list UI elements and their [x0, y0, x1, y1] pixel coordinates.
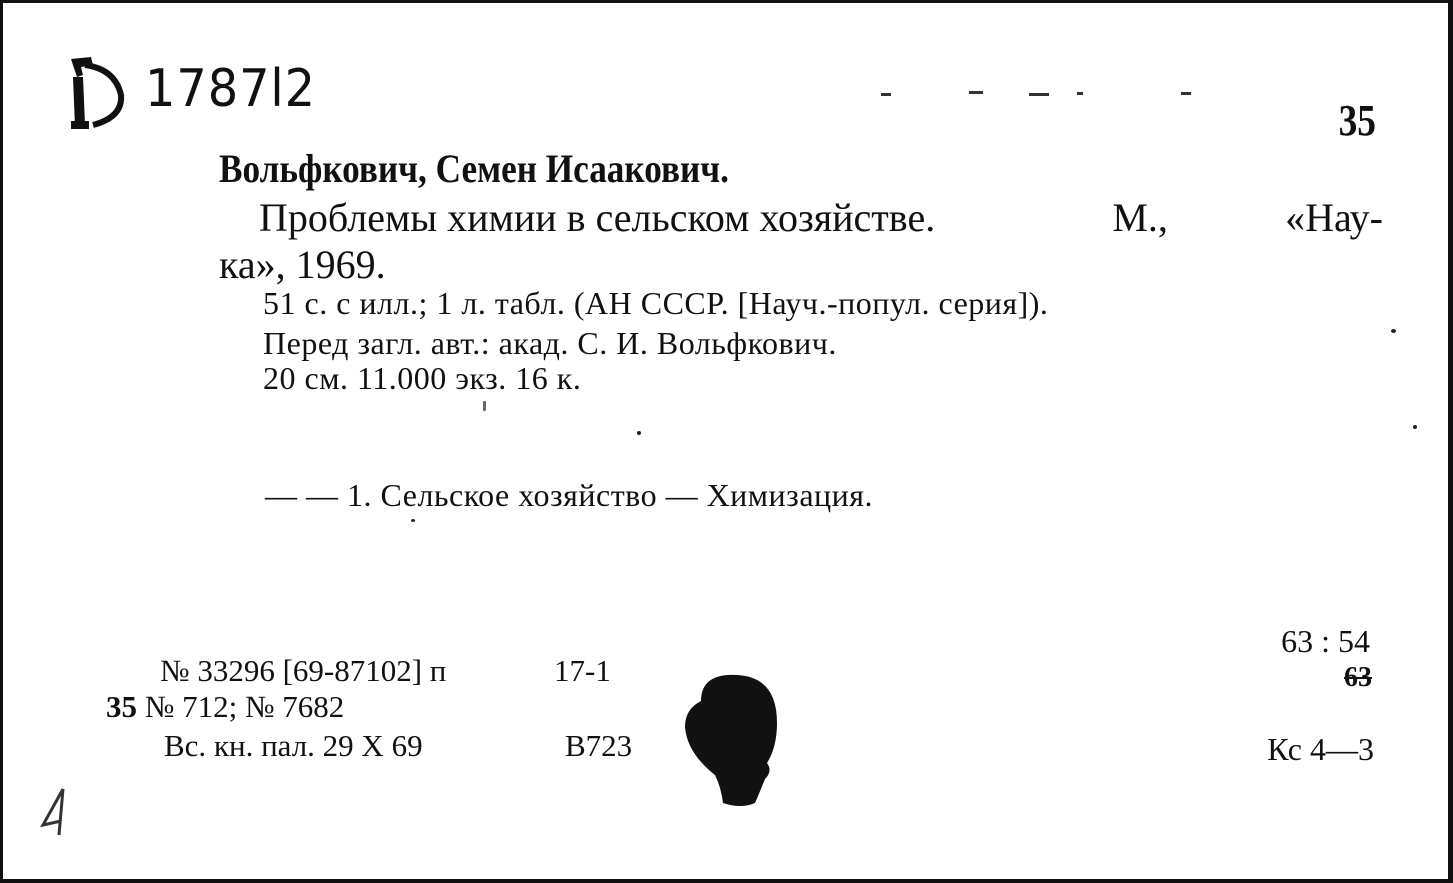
- speck: [1413, 425, 1417, 429]
- shelf-code: Кс 4—3: [1267, 731, 1374, 767]
- chamber-code: В723: [565, 728, 633, 763]
- size-print-run: 20 см. 11.000 экз. 16 к.: [263, 360, 582, 396]
- speck: [637, 431, 641, 435]
- title-text: Проблемы химии в сельском хозяйстве.: [259, 195, 936, 240]
- subject-heading: — — 1. Сельское хозяйство — Химизация.: [265, 477, 873, 513]
- series-prefix: 35: [106, 689, 137, 724]
- record-number: № 33296 [69-87102] п: [160, 653, 447, 688]
- handwritten-inventory-number: 1787l2: [145, 59, 317, 119]
- ink-blot-icon: [681, 671, 787, 811]
- title-line-1: [259, 194, 1383, 241]
- series-numbers: № 712; № 7682: [144, 689, 345, 724]
- author-heading: Вольфкович, Семен Исаакович.: [219, 146, 729, 191]
- class-number: 35: [1338, 96, 1376, 145]
- series-numbers-line: [106, 689, 344, 725]
- speck: [483, 401, 486, 411]
- pack-number: 17-1: [554, 653, 611, 688]
- speck: [411, 519, 415, 522]
- bbk-old-index: 63: [1344, 662, 1372, 693]
- bbk-index: 63 : 54: [1281, 623, 1370, 659]
- title-line-2: ка», 1969.: [219, 242, 386, 287]
- publisher-start: «Нау-: [1285, 195, 1383, 240]
- author-note: Перед загл. авт.: акад. С. И. Вольфкович.: [263, 325, 837, 361]
- chamber-record: Вс. кн. пал. 29 X 69: [164, 728, 423, 763]
- publication-place: М.,: [1112, 195, 1168, 240]
- stamp-mark-icon: [63, 55, 131, 133]
- faint-dash-marks: [881, 87, 1201, 101]
- handwritten-corner-mark-icon: [37, 785, 77, 841]
- physical-description: 51 с. с илл.; 1 л. табл. (АН СССР. [Науч.-попул. серия]).: [263, 285, 1049, 321]
- speck: [1391, 329, 1396, 333]
